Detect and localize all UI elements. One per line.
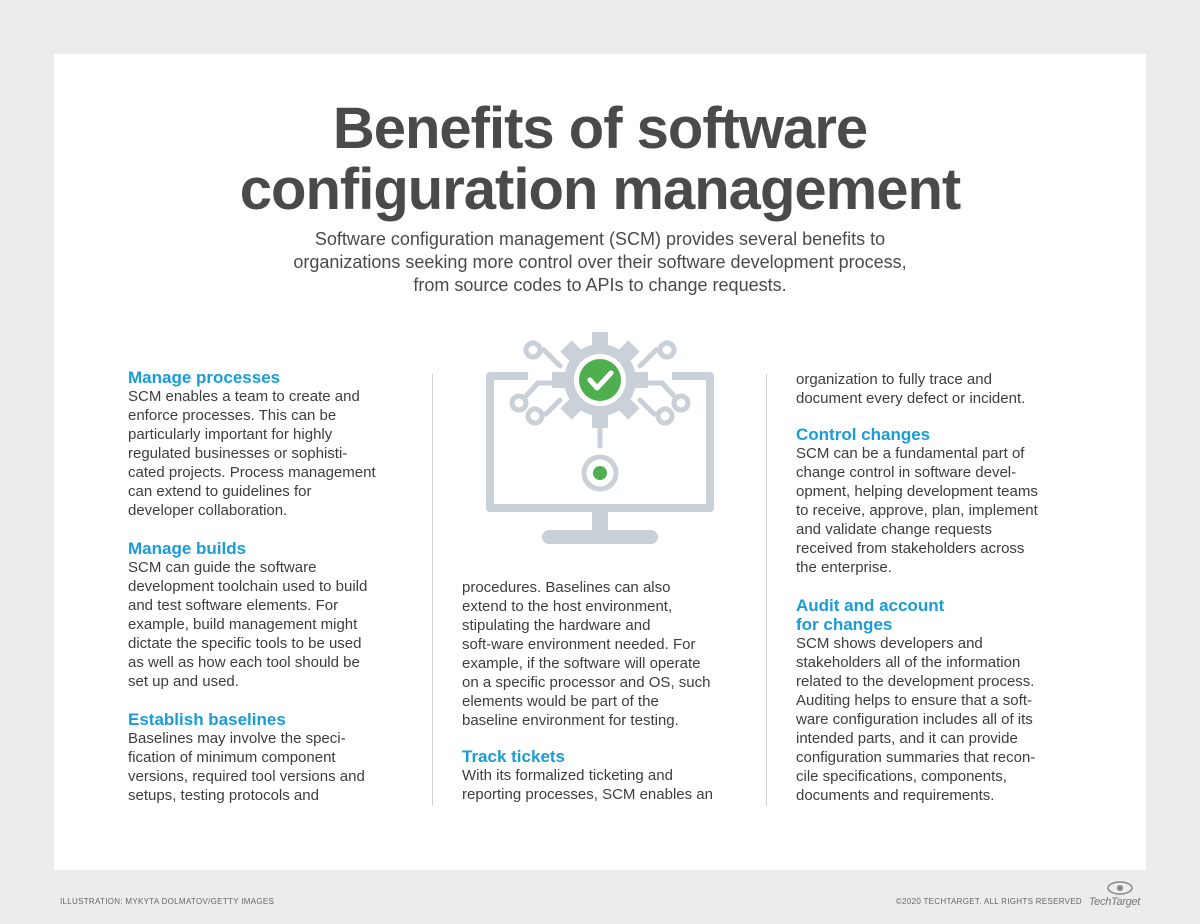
- body-line: documents and requirements.: [796, 787, 995, 804]
- check-icon: [579, 359, 621, 401]
- status-node-icon: [584, 457, 616, 489]
- body-line: dictate the specific tools to be used: [128, 635, 362, 652]
- body-line: stipulating the hardware and: [462, 617, 651, 634]
- section-body: [796, 634, 1086, 805]
- body-line: elements would be part of the: [462, 693, 659, 710]
- body-line: enforce processes. This can be: [128, 407, 337, 424]
- body-line: opment, helping development teams: [796, 483, 1038, 500]
- body-line: cile specifications, components,: [796, 768, 1007, 785]
- column-divider: [766, 374, 767, 806]
- body-line: regulated businesses or sophisti-: [128, 445, 348, 462]
- body-line: Auditing helps to ensure that a soft-: [796, 692, 1032, 709]
- section-manage-processes: [128, 368, 418, 520]
- body-line: can extend to guidelines for: [128, 483, 312, 500]
- monitor-gear-illustration: [480, 328, 720, 550]
- body-line: extend to the host environment,: [462, 598, 673, 615]
- body-line: reporting processes, SCM enables an: [462, 786, 713, 803]
- section-body: [462, 578, 752, 730]
- section-heading: [796, 596, 1086, 634]
- body-line: example, if the software will operate: [462, 655, 701, 672]
- section-body: [462, 766, 752, 804]
- body-line: the enterprise.: [796, 559, 892, 576]
- body-line: SCM can guide the software: [128, 559, 317, 576]
- section-body: [128, 558, 418, 691]
- body-line: and validate change requests: [796, 521, 992, 538]
- illustration-credit: ILLUSTRATION: MYKYTA DOLMATOV/GETTY IMAGES: [60, 897, 275, 906]
- body-line: Baselines may involve the speci-: [128, 730, 346, 747]
- section-body: [128, 387, 418, 520]
- body-line: particularly important for highly: [128, 426, 333, 443]
- body-line: versions, required tool versions and: [128, 768, 365, 785]
- section-body: [128, 729, 418, 805]
- body-line: stakeholders all of the information: [796, 654, 1021, 671]
- subtitle-line-3: from source codes to APIs to change requests.: [413, 275, 787, 295]
- section-baselines-continued: [462, 578, 752, 730]
- subtitle-line-2: organizations seeking more control over their software development process,: [293, 252, 907, 272]
- body-line: document every defect or incident.: [796, 390, 1026, 407]
- section-heading: Manage builds: [128, 539, 247, 558]
- techtarget-logo-text: TechTarget: [1088, 896, 1140, 908]
- body-line: setups, testing protocols and: [128, 787, 319, 804]
- body-line: example, build management might: [128, 616, 358, 633]
- body-line: developer collaboration.: [128, 502, 288, 519]
- title-line-1: Benefits of software: [332, 96, 868, 161]
- page-title: [0, 98, 1200, 220]
- body-line: cated projects. Process management: [128, 464, 376, 481]
- body-line: change control in software devel-: [796, 464, 1017, 481]
- body-line: SCM can be a fundamental part of: [796, 445, 1025, 462]
- column-divider: [432, 374, 433, 806]
- body-line: to receive, approve, plan, implement: [796, 502, 1038, 519]
- section-heading: Control changes: [796, 425, 931, 444]
- body-line: intended parts, and it can provide: [796, 730, 1018, 747]
- body-line: as well as how each tool should be: [128, 654, 360, 671]
- section-heading: Establish baselines: [128, 710, 286, 729]
- section-control-changes: [796, 425, 1086, 577]
- body-line: and test software elements. For: [128, 597, 339, 614]
- heading-line-1: Audit and account: [796, 596, 945, 615]
- body-line: soft-ware environment needed. For: [462, 636, 696, 653]
- section-track-tickets: [462, 747, 752, 804]
- section-body: [796, 370, 1086, 408]
- body-line: configuration summaries that recon-: [796, 749, 1036, 766]
- body-line: received from stakeholders across: [796, 540, 1025, 557]
- heading-line-2: for changes: [796, 615, 893, 634]
- body-line: ware configuration includes all of its: [796, 711, 1033, 728]
- section-tickets-continued: [796, 370, 1086, 408]
- section-heading: Manage processes: [128, 368, 281, 387]
- body-line: organization to fully trace and: [796, 371, 992, 388]
- section-audit-and-account: [796, 596, 1086, 805]
- page-subtitle: [220, 228, 980, 297]
- body-line: procedures. Baselines can also: [462, 579, 671, 596]
- title-line-2: configuration management: [239, 157, 961, 222]
- body-line: development toolchain used to build: [128, 578, 368, 595]
- body-line: baseline environment for testing.: [462, 712, 679, 729]
- body-line: related to the development process.: [796, 673, 1035, 690]
- body-line: fication of minimum component: [128, 749, 336, 766]
- body-line: SCM shows developers and: [796, 635, 983, 652]
- subtitle-line-1: Software configuration management (SCM) provides several benefits to: [314, 229, 886, 249]
- section-body: [796, 444, 1086, 577]
- body-line: SCM enables a team to create and: [128, 388, 360, 405]
- section-establish-baselines: [128, 710, 418, 805]
- body-line: With its formalized ticketing and: [462, 767, 673, 784]
- section-manage-builds: [128, 539, 418, 691]
- copyright-notice: ©2020 TECHTARGET. ALL RIGHTS RESERVED: [895, 897, 1082, 906]
- body-line: set up and used.: [128, 673, 239, 690]
- section-heading: Track tickets: [462, 747, 566, 766]
- body-line: on a specific processor and OS, such: [462, 674, 711, 691]
